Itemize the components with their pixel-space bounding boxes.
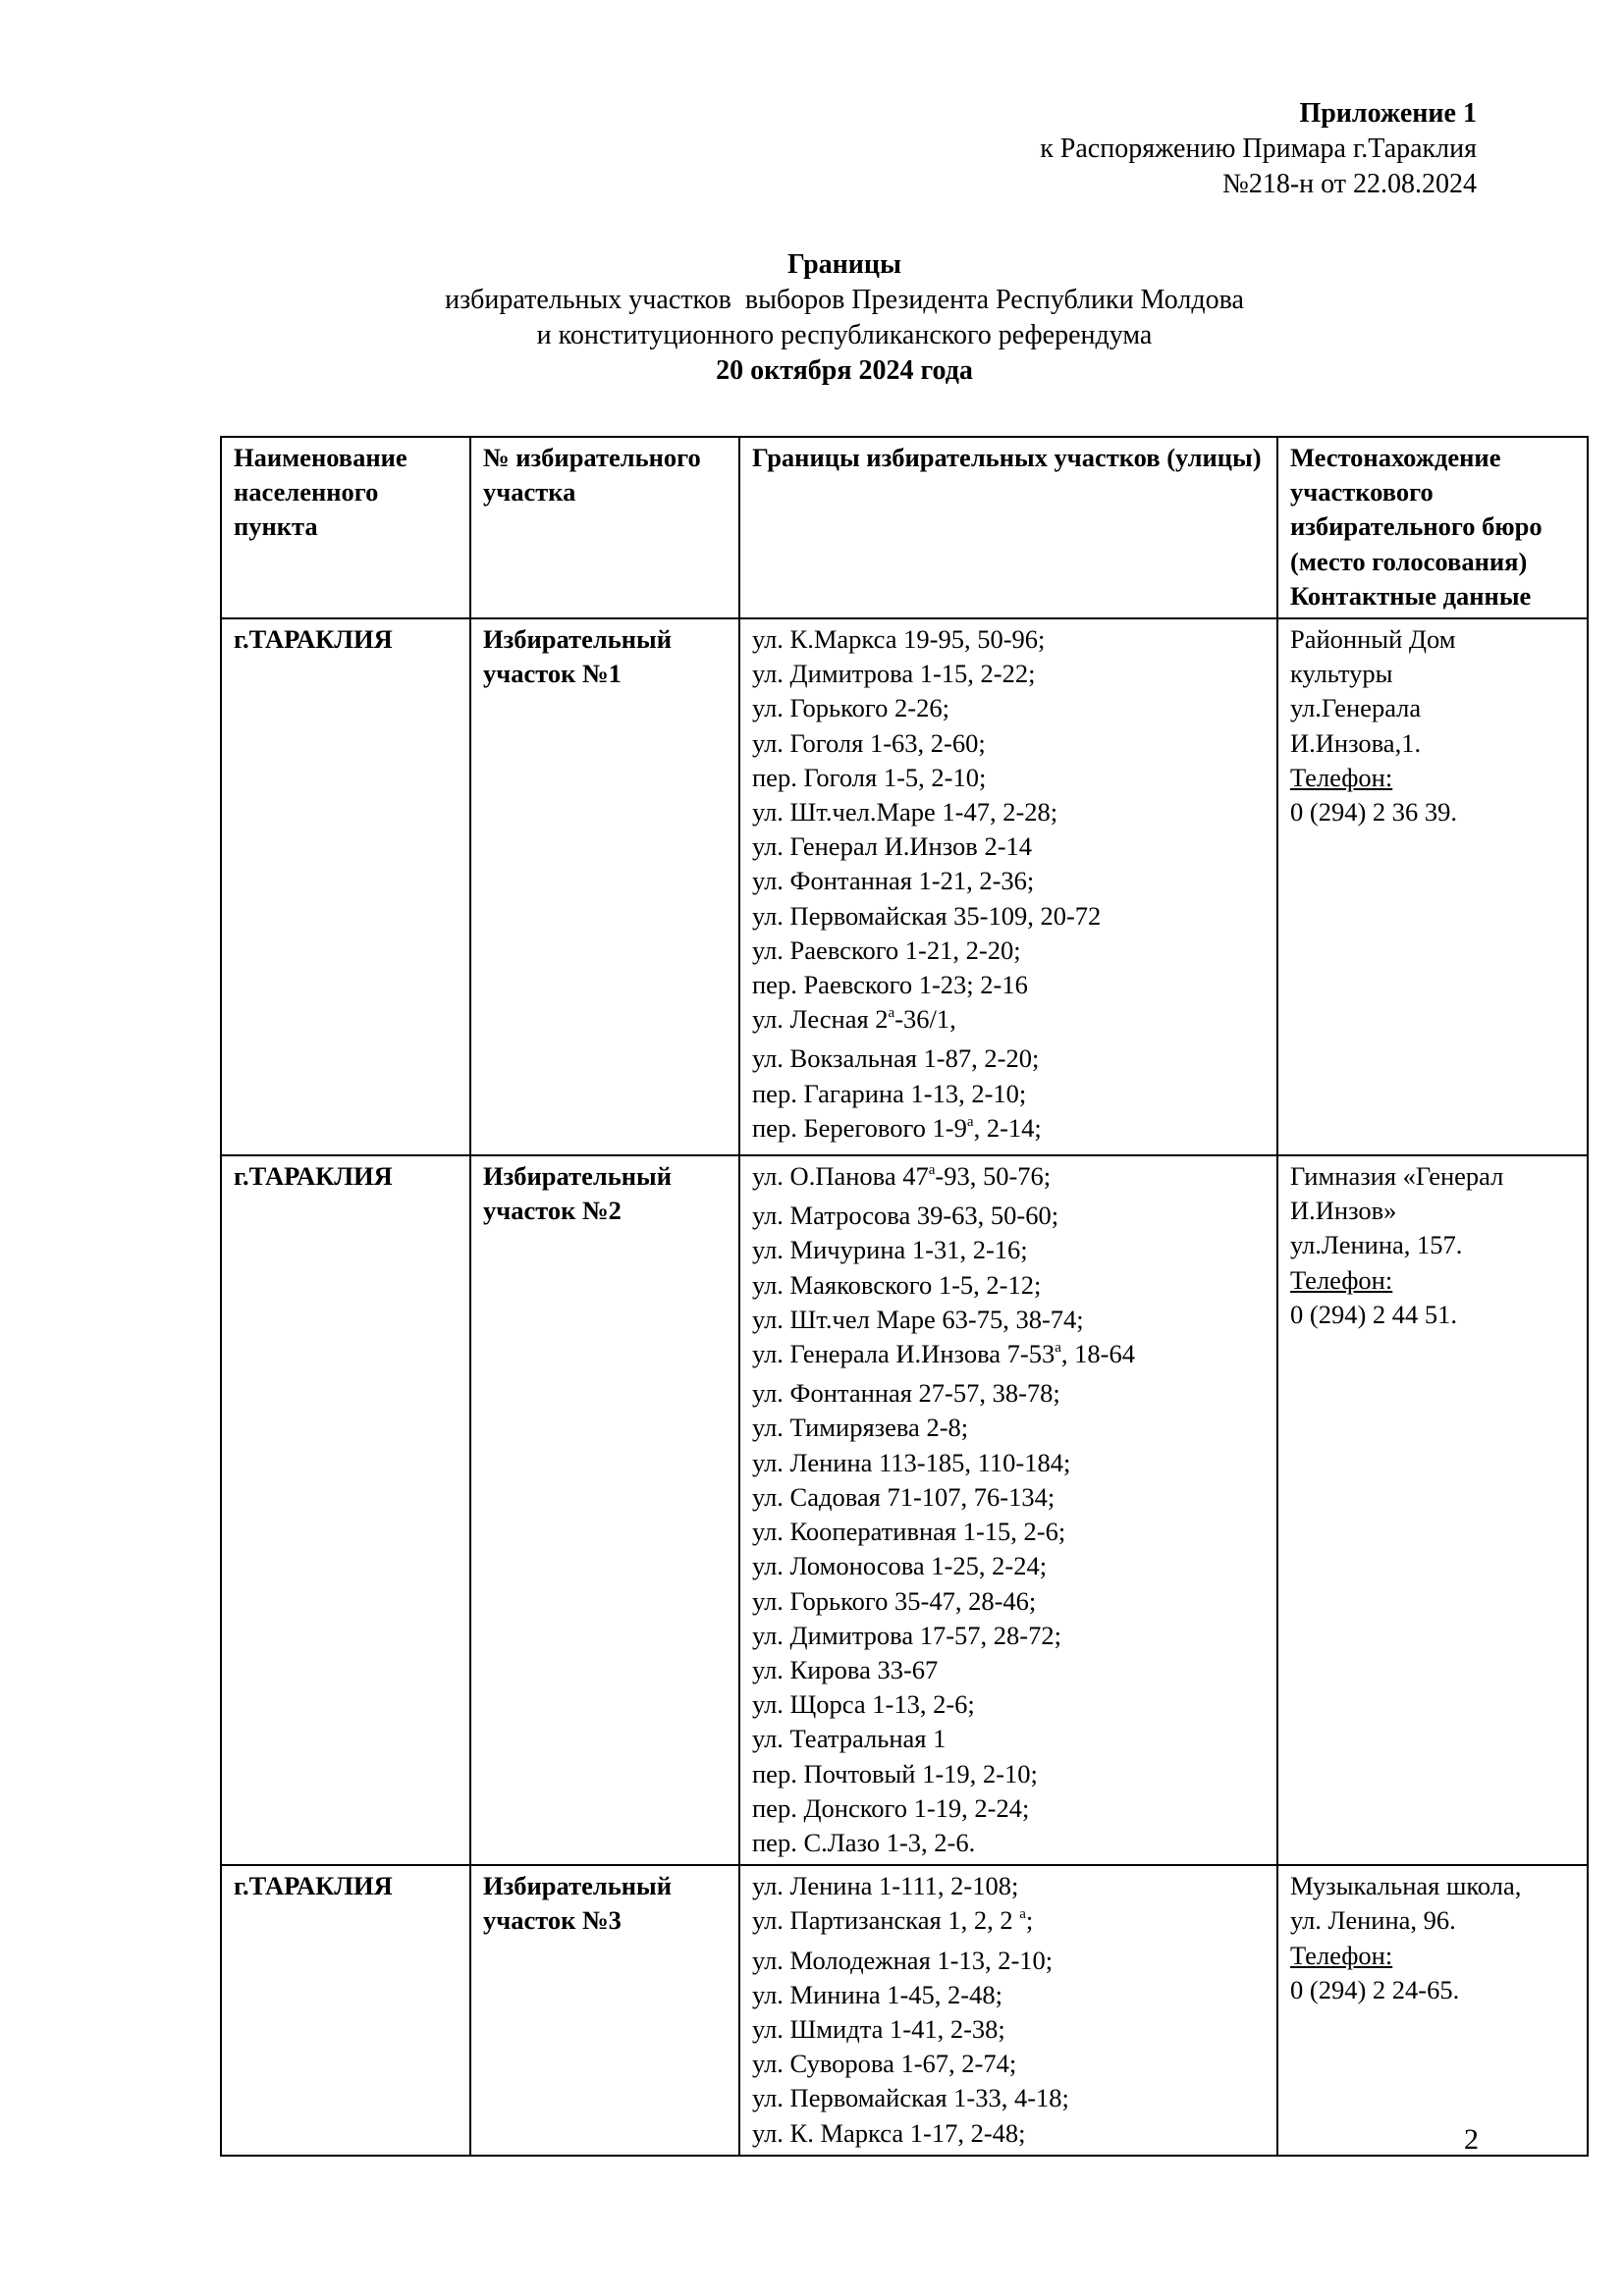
- street-entry: ул. Димитрова 17-57, 28-72;: [752, 1620, 1061, 1650]
- street-entry: ул. Лесная 2$^a$-36/1,: [752, 1004, 956, 1035]
- page-number: 2: [1464, 2123, 1479, 2156]
- location-line: Музыкальная школа,: [1290, 1871, 1522, 1901]
- street-entry: ул. Маяковского 1-5, 2-12;: [752, 1269, 1042, 1300]
- location-line: культуры: [1290, 659, 1393, 689]
- table-row: [221, 618, 1588, 1155]
- cell-locality: г.ТАРАКЛИЯ: [221, 1155, 470, 1865]
- heading-line-1: избирательных участков выборов Президента Республики Молдова: [445, 285, 1244, 315]
- appendix-line-2: №218-н от 22.08.2024: [1222, 169, 1477, 199]
- phone-label: Телефон:: [1290, 1264, 1393, 1295]
- location-line: ул.Ленина, 157.: [1290, 1230, 1463, 1260]
- street-entry: ул. К.Маркса 19-95, 50-96;: [752, 624, 1046, 655]
- street-entry: ул. Суворова 1-67, 2-74;: [752, 2049, 1017, 2079]
- street-entry: ул. Театральная 1: [752, 1724, 947, 1754]
- heading-line-2: и конституционного республиканского референдума: [536, 320, 1153, 350]
- street-entry: ул. Фонтанная 27-57, 38-78;: [752, 1378, 1060, 1409]
- street-entry: ул. К. Маркса 1-17, 2-48;: [752, 2117, 1026, 2148]
- phone-number: 0 (294) 2 36 39.: [1290, 797, 1458, 828]
- street-entry: ул. Вокзальная 1-87, 2-20;: [752, 1043, 1040, 1074]
- cell-station-number: Избирательный участок №1: [470, 618, 739, 1155]
- appendix-title: Приложение 1: [1299, 98, 1477, 129]
- cell-station-number: Избирательный участок №3: [470, 1865, 739, 2156]
- cell-location: [1277, 1155, 1588, 1865]
- street-entry: ул. Шмидта 1-41, 2-38;: [752, 2013, 1005, 2044]
- street-entry: ул. О.Панова 47$^a$-93, 50-76;: [752, 1161, 1052, 1192]
- cell-location: [1277, 1865, 1588, 2156]
- street-entry: пер. С.Лазо 1-3, 2-6.: [752, 1827, 976, 1857]
- header-boundaries: Границы избирательных участков (улицы): [739, 437, 1277, 618]
- phone-label: Телефон:: [1290, 762, 1393, 792]
- cell-location: [1277, 618, 1588, 1155]
- street-entry: ул. Фонтанная 1-21, 2-36;: [752, 866, 1035, 896]
- phone-number: 0 (294) 2 24-65.: [1290, 1974, 1460, 2004]
- street-entry: ул. Первомайская 35-109, 20-72: [752, 900, 1102, 931]
- street-entry: ул. Ленина 1-111, 2-108;: [752, 1871, 1019, 1901]
- street-entry: ул. Ломоносова 1-25, 2-24;: [752, 1551, 1048, 1581]
- street-entry: пер. Донского 1-19, 2-24;: [752, 1792, 1030, 1823]
- street-entry: ул. Матросова 39-63, 50-60;: [752, 1201, 1059, 1231]
- street-entry: ул. Щорса 1-13, 2-6;: [752, 1689, 975, 1720]
- street-entry: ул. Шт.чел.Маре 1-47, 2-28;: [752, 797, 1058, 828]
- header-station-number: № избирательного участка: [470, 437, 739, 618]
- street-entry: пер. Гоголя 1-5, 2-10;: [752, 762, 987, 792]
- appendix-line-1: к Распоряжению Примара г.Тараклия: [1040, 133, 1477, 164]
- street-entry: ул. Молодежная 1-13, 2-10;: [752, 1945, 1054, 1975]
- header-location: Местонахождение участкового избирательного бюро (место голосования) Контактные данные: [1277, 437, 1588, 618]
- street-entry: ул. Горького 2-26;: [752, 693, 949, 723]
- street-entry: ул. Садовая 71-107, 76-134;: [752, 1481, 1056, 1512]
- table-row: [221, 1865, 1588, 2156]
- street-entry: пер. Берегового 1-9$^a$, 2-14;: [752, 1112, 1042, 1143]
- heading-title: Границы: [787, 249, 901, 280]
- street-entry: ул. Первомайская 1-33, 4-18;: [752, 2083, 1069, 2113]
- location-line: Гимназия «Генерал: [1290, 1161, 1504, 1192]
- street-entry: ул. Ленина 113-185, 110-184;: [752, 1447, 1071, 1477]
- document-heading: [196, 247, 1492, 389]
- street-entry: ул. Мичурина 1-31, 2-16;: [752, 1235, 1028, 1265]
- phone-number: 0 (294) 2 44 51.: [1290, 1299, 1458, 1329]
- street-entry: ул. Шт.чел Маре 63-75, 38-74;: [752, 1304, 1084, 1334]
- street-entry: пер. Раевского 1-23; 2-16: [752, 970, 1028, 1000]
- heading-date: 20 октября 2024 года: [716, 355, 973, 386]
- location-line: Районный Дом: [1290, 624, 1456, 655]
- street-entry: ул. Димитрова 1-15, 2-22;: [752, 659, 1036, 689]
- street-entry: ул. Кооперативная 1-15, 2-6;: [752, 1517, 1066, 1547]
- appendix-block: [593, 96, 1477, 202]
- street-entry: ул. Генерал И.Инзов 2-14: [752, 831, 1033, 862]
- street-entry: ул. Гоголя 1-63, 2-60;: [752, 727, 986, 758]
- street-entry: пер. Гагарина 1-13, 2-10;: [752, 1078, 1027, 1108]
- cell-locality: г.ТАРАКЛИЯ: [221, 1865, 470, 2156]
- street-entry: ул. Тимирязева 2-8;: [752, 1413, 969, 1443]
- cell-boundaries: [739, 1155, 1277, 1865]
- cell-station-number: Избирательный участок №2: [470, 1155, 739, 1865]
- cell-locality: г.ТАРАКЛИЯ: [221, 618, 470, 1155]
- table-header-row: [221, 437, 1588, 618]
- street-entry: ул. Раевского 1-21, 2-20;: [752, 934, 1021, 965]
- street-entry: пер. Почтовый 1-19, 2-10;: [752, 1758, 1038, 1789]
- street-entry: ул. Партизанская 1, 2, 2 $^a$;: [752, 1905, 1034, 1936]
- table-body: [221, 618, 1588, 2156]
- location-line: И.Инзов»: [1290, 1196, 1397, 1226]
- cell-boundaries: [739, 618, 1277, 1155]
- location-line: И.Инзова,1.: [1290, 727, 1422, 758]
- table-row: [221, 1155, 1588, 1865]
- street-entry: ул. Генерала И.Инзова 7-53$^a$, 18-64: [752, 1339, 1135, 1369]
- phone-label: Телефон:: [1290, 1940, 1393, 1970]
- polling-stations-table: [220, 436, 1589, 2157]
- street-entry: ул. Минина 1-45, 2-48;: [752, 1979, 1002, 2009]
- cell-boundaries: [739, 1865, 1277, 2156]
- street-entry: ул. Горького 35-47, 28-46;: [752, 1585, 1037, 1616]
- street-entry: ул. Кирова 33-67: [752, 1654, 939, 1684]
- header-locality: Наименование населенного пункта: [221, 437, 470, 618]
- location-line: ул.Генерала: [1290, 693, 1422, 723]
- location-line: ул. Ленина, 96.: [1290, 1905, 1456, 1936]
